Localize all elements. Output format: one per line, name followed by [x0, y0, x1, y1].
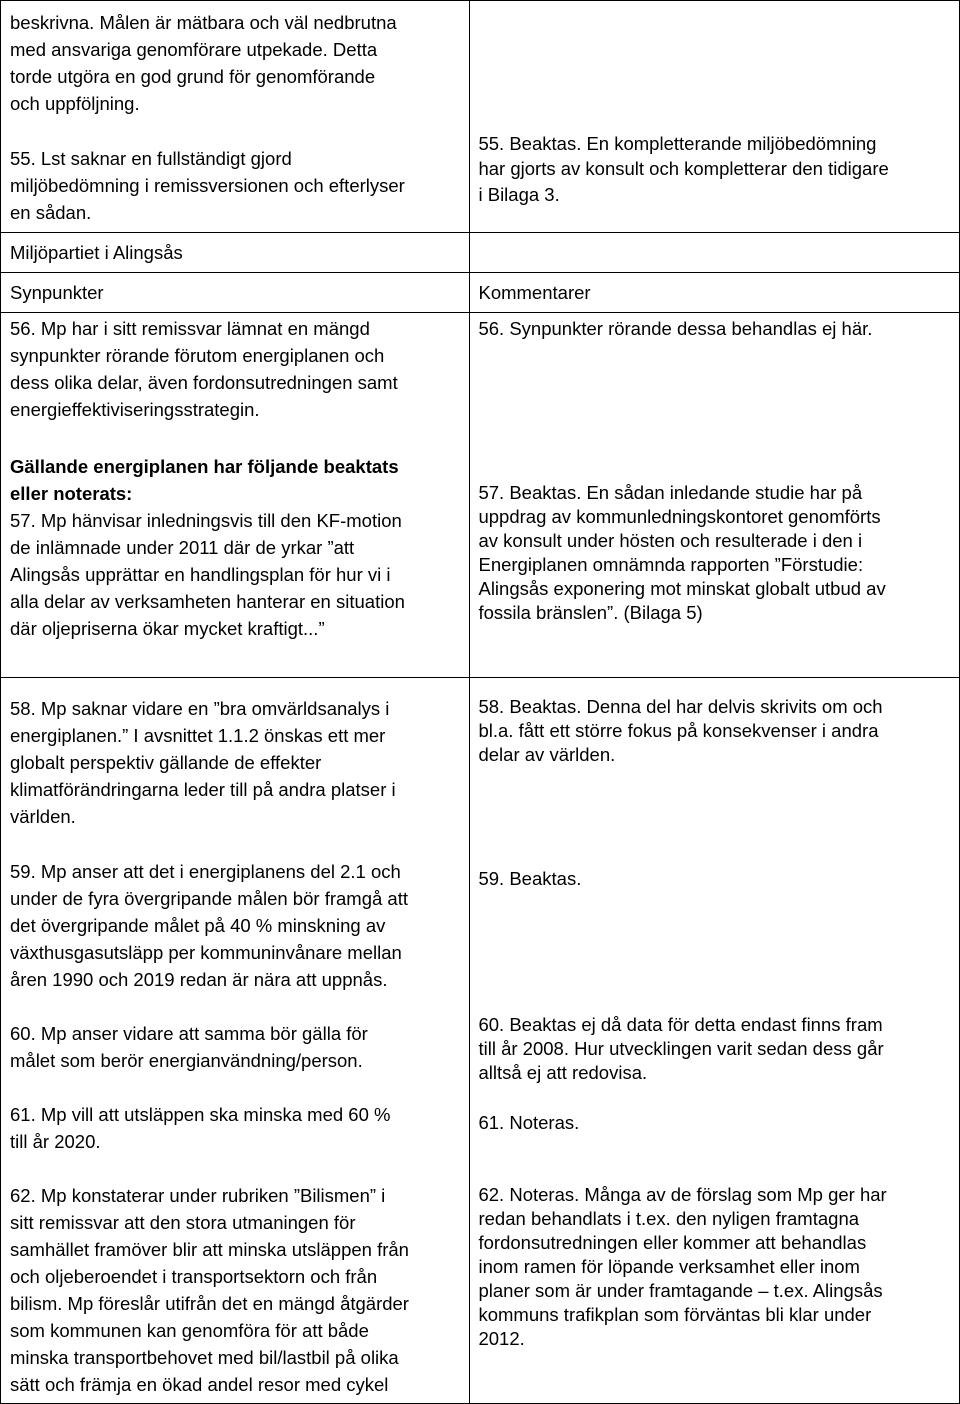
text-line: inom ramen för löpande verksamhet eller inom	[478, 1256, 860, 1277]
text-line: 61. Mp vill att utsläppen ska minska med 60 %	[10, 1104, 391, 1125]
column-header-synpunkter: Synpunkter	[10, 282, 104, 303]
party-heading: Miljöpartiet i Alingsås	[10, 242, 183, 263]
text-line: delar av världen.	[478, 744, 616, 765]
text-line: miljöbedömning i remissversionen och efterlyser	[10, 175, 405, 196]
text-line: 55. Beaktas. En kompletterande miljöbedömning	[478, 133, 877, 154]
text-line: 2012.	[478, 1328, 525, 1349]
text-line: 61. Noteras.	[478, 1112, 580, 1133]
text-line: till år 2020.	[10, 1131, 101, 1152]
text-line: som kommunen kan genomföra för att både	[10, 1320, 369, 1341]
cell-top-left	[1, 1, 470, 233]
text-line: åren 1990 och 2019 redan är nära att uppnås.	[10, 969, 388, 990]
header-right-cell	[470, 273, 960, 313]
text-line: 56. Synpunkter rörande dessa behandlas ej här.	[478, 318, 873, 339]
text-line: 57. Beaktas. En sådan inledande studie har på	[478, 482, 863, 503]
text-line: där oljepriserna ökar mycket kraftigt...”	[10, 618, 325, 639]
header-left-cell	[1, 273, 470, 313]
text-line: bl.a. fått ett större fokus på konsekvenser i andra	[478, 720, 879, 741]
text-line: 59. Mp anser att det i energiplanens del 2.1 och	[10, 861, 401, 882]
text-line: världen.	[10, 806, 76, 827]
text-line: eller noterats:	[10, 483, 133, 504]
text-line: Alingsås upprättar en handlingsplan för hur vi i	[10, 564, 391, 585]
text-line: en sådan.	[10, 202, 92, 223]
text-line: 59. Beaktas.	[478, 868, 582, 889]
text-line: 58. Mp saknar vidare en ”bra omvärldsanalys i	[10, 698, 390, 719]
text-line: 58. Beaktas. Denna del har delvis skrivits om och	[478, 696, 883, 717]
text-line: dess olika delar, även fordonsutredningen samt	[10, 372, 398, 393]
text-line: uppdrag av kommunledningskontoret genomförts	[478, 506, 881, 527]
text-line: torde utgöra en god grund för genomförande	[10, 66, 376, 87]
text-line: beskrivna. Målen är mätbara och väl nedbrutna	[10, 12, 397, 33]
text-line: fossila bränslen”. (Bilaga 5)	[478, 602, 703, 623]
text-line: alla delar av verksamheten hanterar en situation	[10, 591, 405, 612]
cell-58-62-left	[1, 678, 470, 1404]
text-line: sitt remissvar att den stora utmaningen för	[10, 1212, 356, 1233]
text-line: 62. Mp konstaterar under rubriken ”Bilismen” i	[10, 1185, 386, 1206]
text-line: synpunkter rörande förutom energiplanen och	[10, 345, 385, 366]
party-cell	[1, 233, 470, 273]
text-line: av konsult under hösten och resulterade i den i	[478, 530, 863, 551]
text-line: 55. Lst saknar en fullständigt gjord	[10, 148, 292, 169]
text-line: Gällande energiplanen har följande beaktats	[10, 456, 399, 477]
text-line: det övergripande målet på 40 % minskning av	[10, 915, 386, 936]
text-line: bilism. Mp föreslår utifrån det en mängd åtgärder	[10, 1293, 409, 1314]
text-line: och uppföljning.	[10, 93, 140, 114]
text-line: kommuns trafikplan som förväntas bli klar under	[478, 1304, 872, 1325]
text-line: 60. Mp anser vidare att samma bör gälla för	[10, 1023, 368, 1044]
party-cell-empty	[470, 233, 960, 273]
cell-top-right	[470, 1, 960, 233]
text-line: redan behandlats i t.ex. den nyligen framtagna	[478, 1208, 860, 1229]
text-line: växthusgasutsläpp per kommuninvånare mellan	[10, 942, 402, 963]
text-line: de inlämnade under 2011 där de yrkar ”att	[10, 537, 355, 558]
text-line: i Bilaga 3.	[478, 184, 560, 205]
text-line: med ansvariga genomförare utpekade. Detta	[10, 39, 378, 60]
cell-56-57-left	[1, 313, 470, 678]
text-line: har gjorts av konsult och kompletterar den tidigare	[478, 158, 889, 179]
text-line: minska transportbehovet med bil/lastbil på olika	[10, 1347, 399, 1368]
text-line: Alingsås exponering mot minskat globalt utbud av	[478, 578, 886, 599]
text-line: 57. Mp hänvisar inledningsvis till den KF-motion	[10, 510, 402, 531]
text-line: energiplanen.” I avsnittet 1.1.2 önskas ett mer	[10, 725, 386, 746]
text-line: klimatförändringarna leder till på andra platser i	[10, 779, 396, 800]
text-line: och oljeberoendet i transportsektorn och från	[10, 1266, 378, 1287]
text-line: 56. Mp har i sitt remissvar lämnat en mängd	[10, 318, 370, 339]
cell-58-62-right	[470, 678, 960, 1404]
text-line: energieffektiviseringsstrategin.	[10, 399, 260, 420]
text-line: under de fyra övergripande målen bör framgå att	[10, 888, 408, 909]
text-line: fordonsutredningen eller kommer att behandlas	[478, 1232, 867, 1253]
cell-56-57-right	[470, 313, 960, 678]
text-line: 60. Beaktas ej då data för detta endast finns fram	[478, 1014, 883, 1035]
text-line: planer som är under framtagande – t.ex. Alingsås	[478, 1280, 883, 1301]
text-line: alltså ej att redovisa.	[478, 1062, 648, 1083]
column-header-kommentarer: Kommentarer	[478, 282, 591, 303]
text-line: Energiplanen omnämnda rapporten ”Förstudie:	[478, 554, 864, 575]
text-line: sätt och främja en ökad andel resor med cykel	[10, 1374, 389, 1395]
text-line: målet som berör energianvändning/person.	[10, 1050, 363, 1071]
text-line: till år 2008. Hur utvecklingen varit sedan dess går	[478, 1038, 884, 1059]
text-line: 62. Noteras. Många av de förslag som Mp ger har	[478, 1184, 887, 1205]
text-line: globalt perspektiv gällande de effekter	[10, 752, 322, 773]
text-line: samhället framöver blir att minska utsläppen från	[10, 1239, 409, 1260]
